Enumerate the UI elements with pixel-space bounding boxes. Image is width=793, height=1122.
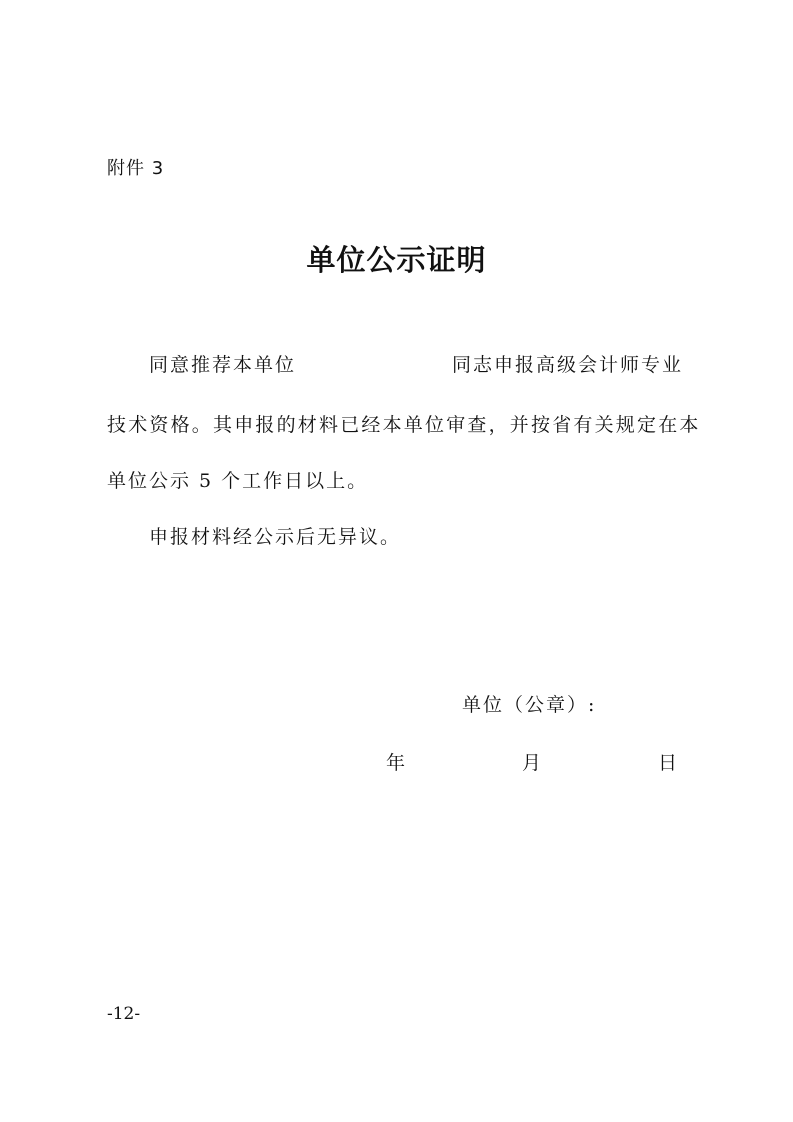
paragraph2: 申报材料经公示后无异议。 [149,526,402,548]
paragraph1-part1: 同意推荐本单位 [149,354,297,376]
page-number: -12- [107,1004,141,1024]
paragraph1-line3: 单位公示 5 个工作日以上。 [107,470,369,492]
seal-label: 单位（公章）: [462,694,597,716]
paragraph1-line2: 技术资格。其申报的材料已经本单位审查，并按省有关规定在本 [107,414,701,436]
day-label: 日 [658,752,680,774]
attachment-label: 附件 3 [107,158,165,179]
paragraph1-part2: 同志申报高级会计师专业 [452,354,684,376]
document-title: 单位公示证明 [306,243,487,277]
year-label: 年 [386,752,408,774]
month-label: 月 [522,752,544,774]
